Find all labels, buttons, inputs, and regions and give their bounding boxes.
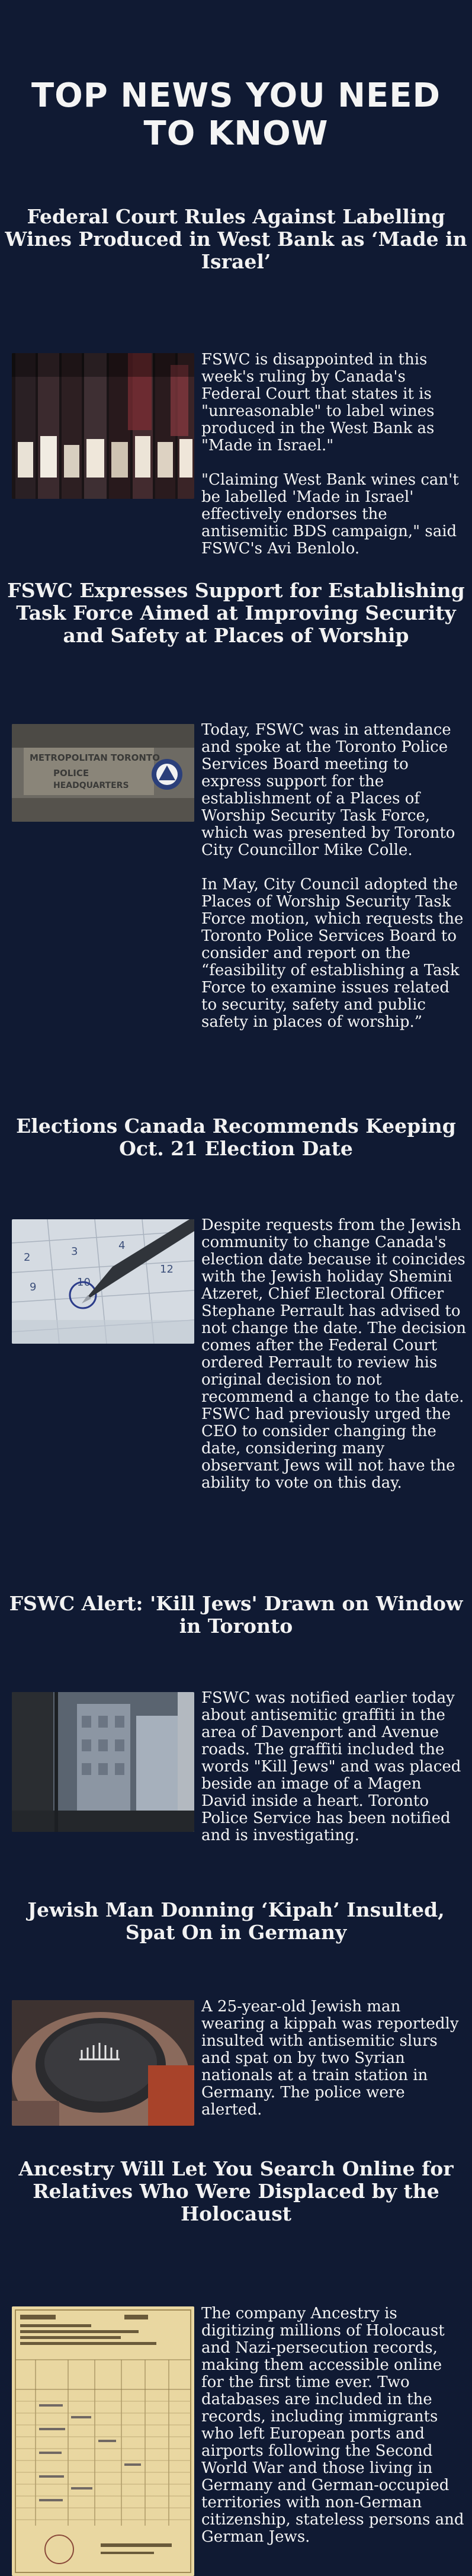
svg-text:9: 9	[30, 1281, 37, 1293]
svg-text:2: 2	[24, 1251, 31, 1264]
svg-text:10: 10	[77, 1276, 91, 1289]
sign-text: METROPOLITAN TORONTO	[30, 752, 160, 763]
archival-record-image	[12, 2306, 194, 2576]
story-text	[201, 1217, 467, 1492]
story-headline[interactable]: Ancestry Will Let You Search Online for Relatives Who Were Displaced by the Holocaust	[18, 2157, 454, 2225]
police-headquarters-image	[12, 724, 194, 822]
news-story-election-date	[0, 1114, 472, 1492]
sign-text: POLICE	[53, 768, 89, 778]
story-headline[interactable]: FSWC Alert: 'Kill Jews' Drawn on Window in Toronto	[9, 1592, 463, 1638]
sign-text: HEADQUARTERS	[53, 781, 129, 790]
news-story-wine-labelling	[0, 205, 472, 558]
svg-text:4: 4	[118, 1239, 126, 1252]
kippah-image	[12, 2000, 194, 2126]
news-story-places-of-worship	[0, 579, 472, 1031]
calendar-pen-image	[12, 1219, 194, 1344]
story-text	[201, 351, 467, 558]
story-paragraph: Despite requests from the Jewish community to change Canada's election date because it coincides with the Jewish holiday Shemini Atzeret, Chief Electoral Officer Stephane Perrault has advised to not change the date. The decision comes after the Federal Court ordered Perrault to review his original decision to not recommend a change to the date. FSWC had previously urged the CEO to consider changing the date, considering many observant Jews will not have the ability to vote on this day.	[201, 1216, 467, 1492]
story-paragraph: FSWC was notified earlier today about antisemitic graffiti in the area of Davenport and Avenue roads. The graffiti included the words "Kill Jews" and was placed beside an image of a Magen David inside a heart. Toronto Police Service has been notified and is investigating.	[201, 1689, 461, 1844]
story-paragraph: The company Ancestry is digitizing millions of Holocaust and Nazi-persecution records, making them accessible online for the first time ever. Two databases are included in the records, including immigrants who left European ports and airports following the Second World War and those living in Germany and German-occupied territories with non-German citizenship, stateless persons and German Jews.	[201, 2305, 464, 2546]
window-graffiti-image	[12, 1692, 194, 1832]
news-story-graffiti-alert	[0, 1592, 472, 1844]
story-text	[201, 2305, 467, 2546]
news-story-kippah-germany	[0, 1898, 472, 2119]
story-paragraph: In May, City Council adopted the Places of Worship Security Task Force motion, which requests the Toronto Police Services Board to consider and report on the “feasibility of establishing a Task Force to examine issues related to security, safety and public safety in places of worship.”	[201, 876, 464, 1031]
story-paragraph: FSWC is disappointed in this week's ruling by Canada's Federal Court that states it is "unreasonable" to label wines produced in the West Bank as "Made in Israel."	[201, 351, 435, 454]
story-paragraph: Today, FSWC was in attendance and spoke at the Toronto Police Services Board meeting to express support for the establishment of a Places of Worship Security Task Force, which was presented by Toronto City Councillor Mike Colle.	[201, 721, 455, 859]
story-text	[201, 1690, 467, 1844]
story-headline[interactable]: FSWC Expresses Support for Establishing Task Force Aimed at Improving Security and Safety at Places of Worship	[7, 579, 465, 647]
svg-text:3: 3	[71, 1245, 78, 1258]
story-headline[interactable]: Jewish Man Donning ‘Kipah’ Insulted, Spat On in Germany	[27, 1898, 445, 1944]
story-text	[201, 1998, 467, 2119]
story-text	[201, 722, 467, 1031]
story-headline[interactable]: Federal Court Rules Against Labelling Wines Produced in West Bank as ‘Made in Israel’	[5, 205, 467, 273]
svg-text:12: 12	[160, 1263, 174, 1276]
story-paragraph: "Claiming West Bank wines can't be labelled 'Made in Israel' effectively endorses the antisemitic BDS campaign," said FSWC's Avi Benlolo.	[201, 471, 459, 558]
story-headline[interactable]: Elections Canada Recommends Keeping Oct. 21 Election Date	[16, 1114, 456, 1160]
wine-bottles-image	[12, 353, 194, 499]
news-story-ancestry-records	[0, 2157, 472, 2546]
story-paragraph: A 25-year-old Jewish man wearing a kippah was reportedly insulted with antisemitic slurs and spat on by two Syrian nationals at a train station in Germany. The police were alerted.	[201, 1998, 459, 2119]
page-title: TOP NEWS YOU NEED TO KNOW	[31, 76, 441, 153]
